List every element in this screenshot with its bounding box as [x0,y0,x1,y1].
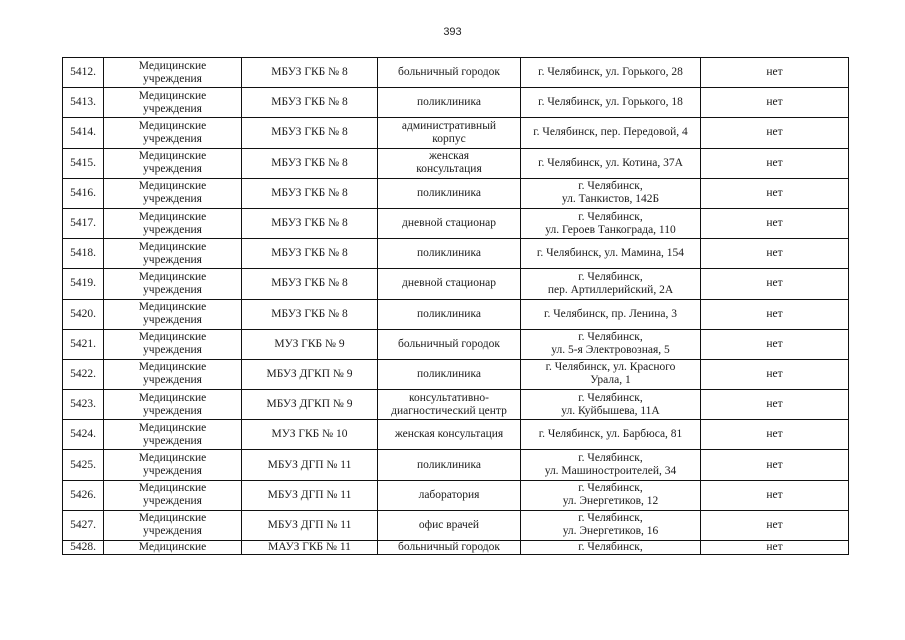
table-row [63,118,849,148]
facility-type-cell [378,178,521,208]
flag-cell: нет [701,239,849,269]
category-cell [104,450,242,480]
category-cell-line: учреждения [143,193,202,206]
row-number-cell: 5412. [63,58,104,88]
organization-cell: МБУЗ ГКБ № 8 [242,88,378,118]
row-number-cell: 5417. [63,208,104,238]
organization-cell: МБУЗ ГКБ № 8 [242,178,378,208]
flag-cell: нет [701,510,849,540]
category-cell-line: Медицинские [138,89,207,102]
address-cell [521,329,701,359]
table-row [63,148,849,178]
address-cell [521,541,701,555]
address-cell [521,510,701,540]
table-row [63,299,849,329]
category-cell [104,58,242,88]
registry-table [62,57,849,555]
organization-cell: МБУЗ ДГКП № 9 [242,390,378,420]
facility-type-cell-line: поликлиника [417,96,481,109]
address-cell-line: г. Челябинск, ул. Барбюса, 81 [538,428,683,441]
category-cell [104,118,242,148]
table-row [63,480,849,510]
category-cell [104,390,242,420]
row-number-cell: 5423. [63,390,104,420]
row-number-cell: 5421. [63,329,104,359]
organization-cell: МАУЗ ГКБ № 11 [242,541,378,555]
category-cell-line: учреждения [143,72,202,85]
registry-table-body [63,58,849,555]
facility-type-cell-line: корпус [432,132,466,145]
table-row [63,420,849,450]
table-row [63,541,849,555]
category-cell-line: Медицинские [138,482,207,495]
facility-type-cell-line: дневной стационар [402,277,496,290]
address-cell-line: ул. Героев Танкограда, 110 [545,223,676,236]
table-row [63,450,849,480]
flag-cell: нет [701,329,849,359]
address-cell [521,420,701,450]
facility-type-cell-line: лаборатория [418,488,480,501]
category-cell-line: Медицинские [138,270,207,283]
category-cell-line: Медицинские [138,150,207,163]
category-cell [104,178,242,208]
organization-cell: МУЗ ГКБ № 9 [242,329,378,359]
flag-cell: нет [701,58,849,88]
facility-type-cell [378,420,521,450]
category-cell-line: Медицинские [138,210,207,223]
flag-cell: нет [701,359,849,389]
table-row [63,178,849,208]
table-row [63,359,849,389]
flag-cell: нет [701,269,849,299]
facility-type-cell [378,88,521,118]
address-cell-line: г. Челябинск, [578,452,643,465]
address-cell-line: г. Челябинск, пер. Передовой, 4 [533,126,688,139]
table-row [63,239,849,269]
facility-type-cell [378,329,521,359]
category-cell-line: Медицинские [138,59,207,72]
row-number-cell: 5419. [63,269,104,299]
category-cell-line: Медицинские [138,512,207,525]
address-cell-line: ул. Энергетиков, 12 [562,495,659,508]
flag-cell: нет [701,208,849,238]
category-cell-line: учреждения [143,495,202,508]
row-number-cell: 5422. [63,359,104,389]
facility-type-cell [378,148,521,178]
table-row [63,329,849,359]
facility-type-cell-line: офис врачей [418,518,480,531]
address-cell [521,390,701,420]
address-cell-line: г. Челябинск, ул. Котина, 37А [538,156,683,169]
facility-type-cell-line: поликлиника [417,458,481,471]
row-number-cell: 5428. [63,541,104,555]
facility-type-cell [378,208,521,238]
facility-type-cell [378,541,521,555]
facility-type-cell [378,299,521,329]
facility-type-cell-line: административный [401,119,497,132]
facility-type-cell-line: женская [429,150,469,163]
flag-cell: нет [701,390,849,420]
category-cell-line: Медицинские [138,421,207,434]
facility-type-cell-line: консультативно- [409,391,489,404]
address-cell [521,359,701,389]
facility-type-cell [378,510,521,540]
row-number-cell: 5427. [63,510,104,540]
address-cell [521,178,701,208]
category-cell [104,148,242,178]
organization-cell: МБУЗ ГКБ № 8 [242,208,378,238]
address-cell-line: г. Челябинск, ул. Горького, 18 [538,96,683,109]
facility-type-cell-line: дневной стационар [402,217,496,230]
category-cell-line: учреждения [143,102,202,115]
facility-type-cell-line: больничный городок [398,66,500,79]
organization-cell: МБУЗ ГКБ № 8 [242,239,378,269]
category-cell [104,269,242,299]
facility-type-cell [378,390,521,420]
facility-type-cell [378,118,521,148]
category-cell-line: учреждения [143,434,202,447]
row-number-cell: 5415. [63,148,104,178]
category-cell-line: Медицинские [138,180,207,193]
address-cell-line: ул. Энергетиков, 16 [562,525,659,538]
facility-type-cell-line: поликлиника [417,247,481,260]
address-cell [521,88,701,118]
address-cell-line: г. Челябинск, [578,210,643,223]
flag-cell: нет [701,178,849,208]
category-cell [104,239,242,269]
flag-cell: нет [701,420,849,450]
category-cell [104,88,242,118]
row-number-cell: 5414. [63,118,104,148]
page-number: 393 [443,26,462,38]
row-number-cell: 5420. [63,299,104,329]
category-cell-line: учреждения [143,283,202,296]
category-cell [104,359,242,389]
facility-type-cell [378,58,521,88]
address-cell-line: г. Челябинск, [578,512,643,525]
table-row [63,88,849,118]
facility-type-cell [378,480,521,510]
address-cell-line: ул. Куйбышева, 11А [561,404,660,417]
category-cell-line: Медицинские [138,331,207,344]
address-cell-line: пер. Артиллерийский, 2А [547,283,674,296]
address-cell-line: г. Челябинск, [578,180,643,193]
table-row [63,390,849,420]
row-number-cell: 5426. [63,480,104,510]
category-cell-line: учреждения [143,525,202,538]
address-cell-line: г. Челябинск, [578,331,643,344]
address-cell-line: г. Челябинск, [578,391,643,404]
category-cell-line: Медицинские [138,361,207,374]
category-cell-line: учреждения [143,374,202,387]
category-cell [104,480,242,510]
facility-type-cell [378,239,521,269]
category-cell-line: учреждения [143,465,202,478]
address-cell-line: Урала, 1 [590,374,631,387]
flag-cell: нет [701,88,849,118]
address-cell [521,480,701,510]
address-cell-line: г. Челябинск, ул. Красного [545,361,676,374]
address-cell [521,148,701,178]
category-cell-line: Медицинские [138,240,207,253]
address-cell [521,208,701,238]
organization-cell: МБУЗ ГКБ № 8 [242,148,378,178]
category-cell [104,510,242,540]
address-cell-line: ул. 5-я Электровозная, 5 [551,344,670,357]
table-row [63,208,849,238]
flag-cell: нет [701,541,849,555]
category-cell [104,541,242,555]
row-number-cell: 5413. [63,88,104,118]
category-cell-line: Медицинские [138,541,207,553]
address-cell-line: г. Челябинск, ул. Горького, 28 [538,66,683,79]
facility-type-cell-line: консультация [416,163,482,176]
address-cell [521,450,701,480]
organization-cell: МБУЗ ГКБ № 8 [242,118,378,148]
organization-cell: МБУЗ ГКБ № 8 [242,299,378,329]
category-cell [104,208,242,238]
facility-type-cell-line: больничный городок [398,541,500,553]
category-cell-line: учреждения [143,223,202,236]
category-cell-line: учреждения [143,314,202,327]
row-number-cell: 5425. [63,450,104,480]
facility-type-cell [378,359,521,389]
address-cell-line: г. Челябинск, ул. Мамина, 154 [536,247,685,260]
row-number-cell: 5416. [63,178,104,208]
address-cell [521,239,701,269]
address-cell [521,58,701,88]
facility-type-cell-line: женская консультация [394,428,504,441]
category-cell [104,329,242,359]
facility-type-cell [378,269,521,299]
facility-type-cell-line: больничный городок [398,337,500,350]
flag-cell: нет [701,118,849,148]
facility-type-cell-line: диагностический центр [391,404,507,417]
category-cell [104,420,242,450]
address-cell [521,269,701,299]
address-cell [521,299,701,329]
address-cell [521,118,701,148]
category-cell-line: учреждения [143,344,202,357]
category-cell-line: Медицинские [138,119,207,132]
address-cell-line: ул. Танкистов, 142Б [561,193,660,206]
address-cell-line: ул. Машиностроителей, 34 [544,465,677,478]
table-row [63,58,849,88]
flag-cell: нет [701,450,849,480]
category-cell-line: Медицинские [138,391,207,404]
organization-cell: МБУЗ ДГКП № 9 [242,359,378,389]
address-cell-line: г. Челябинск, [578,270,643,283]
address-cell-line: г. Челябинск, пр. Ленина, 3 [544,307,677,320]
table-row [63,269,849,299]
category-cell-line: учреждения [143,404,202,417]
flag-cell: нет [701,148,849,178]
facility-type-cell-line: поликлиника [417,307,481,320]
facility-type-cell-line: поликлиника [417,186,481,199]
flag-cell: нет [701,480,849,510]
category-cell [104,299,242,329]
flag-cell: нет [701,299,849,329]
organization-cell: МБУЗ ДГП № 11 [242,480,378,510]
facility-type-cell [378,450,521,480]
category-cell-line: Медицинские [138,301,207,314]
row-number-cell: 5424. [63,420,104,450]
facility-type-cell-line: поликлиника [417,367,481,380]
address-cell-line: г. Челябинск, [578,541,643,553]
organization-cell: МБУЗ ГКБ № 8 [242,58,378,88]
organization-cell: МУЗ ГКБ № 10 [242,420,378,450]
table-row [63,510,849,540]
category-cell-line: учреждения [143,132,202,145]
row-number-cell: 5418. [63,239,104,269]
organization-cell: МБУЗ ГКБ № 8 [242,269,378,299]
address-cell-line: г. Челябинск, [578,482,643,495]
organization-cell: МБУЗ ДГП № 11 [242,450,378,480]
category-cell-line: учреждения [143,253,202,266]
organization-cell: МБУЗ ДГП № 11 [242,510,378,540]
category-cell-line: учреждения [143,163,202,176]
category-cell-line: Медицинские [138,452,207,465]
